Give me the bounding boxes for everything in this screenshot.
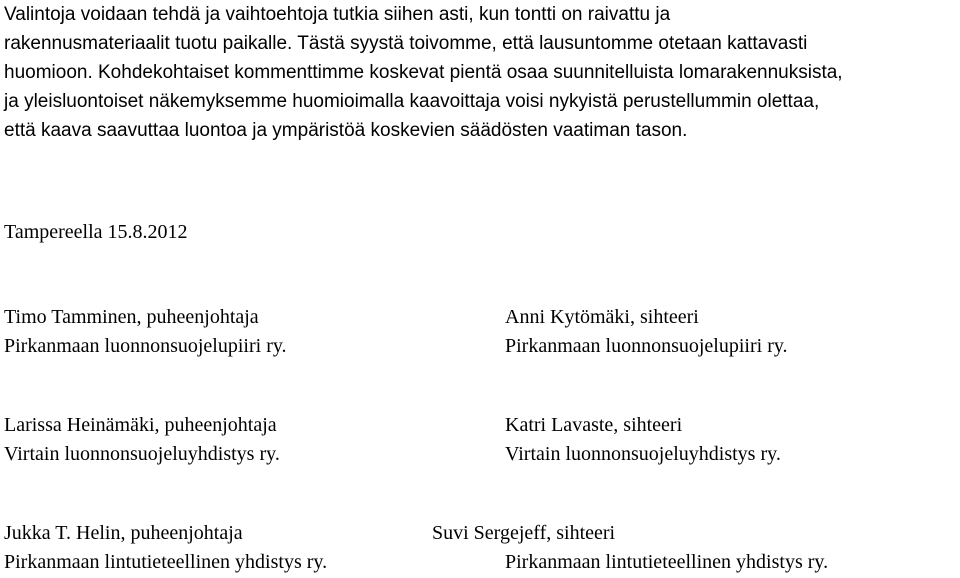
signatory-organization: Virtain luonnonsuojeluyhdistys ry. xyxy=(4,443,280,465)
signatory-organization: Pirkanmaan lintutieteellinen yhdistys ry. xyxy=(505,551,829,573)
signatory-name-role: Jukka T. Helin, puheenjohtaja xyxy=(4,522,243,544)
signatory-block xyxy=(4,303,287,361)
statement-line: että kaava saavuttaa luontoa ja ympäristöä koskevien säädösten vaatiman tason. xyxy=(4,120,688,141)
signatory-block xyxy=(505,303,788,361)
signatory-block xyxy=(4,519,327,577)
signatory-name-role: Larissa Heinämäki, puheenjohtaja xyxy=(4,414,277,436)
statement-line: rakennusmateriaalit tuotu paikalle. Tästä syystä toivomme, että lausuntomme otetaan kattavasti xyxy=(4,33,808,54)
statement-line: ja yleisluontoiset näkemyksemme huomioimalla kaavoittaja voisi nykyistä perustellummin olettaa, xyxy=(4,91,820,112)
signatory-organization: Virtain luonnonsuojeluyhdistys ry. xyxy=(505,443,781,465)
signatory-name-role: Anni Kytömäki, sihteeri xyxy=(505,306,699,328)
statement-line: huomioon. Kohdekohtaiset kommenttimme koskevat pientä osaa suunnitelluista lomarakennuksista, xyxy=(4,62,843,83)
signatory-organization: Pirkanmaan luonnonsuojelupiiri ry. xyxy=(4,335,287,357)
place-date: Tampereella 15.8.2012 xyxy=(4,221,188,243)
signatory-name-role: Katri Lavaste, sihteeri xyxy=(505,414,683,436)
signatory-organization: Pirkanmaan lintutieteellinen yhdistys ry. xyxy=(4,551,328,573)
signatory-name-role: Suvi Sergejeff, sihteeri xyxy=(432,522,616,544)
signatory-block xyxy=(505,411,781,469)
signatory-name-role: Timo Tamminen, puheenjohtaja xyxy=(4,306,259,328)
signatory-block xyxy=(4,411,280,469)
statement-paragraph xyxy=(4,0,960,145)
signatory-organization: Pirkanmaan luonnonsuojelupiiri ry. xyxy=(505,335,788,357)
statement-line: Valintoja voidaan tehdä ja vaihtoehtoja tutkia siihen asti, kun tontti on raivattu ja xyxy=(4,4,671,25)
